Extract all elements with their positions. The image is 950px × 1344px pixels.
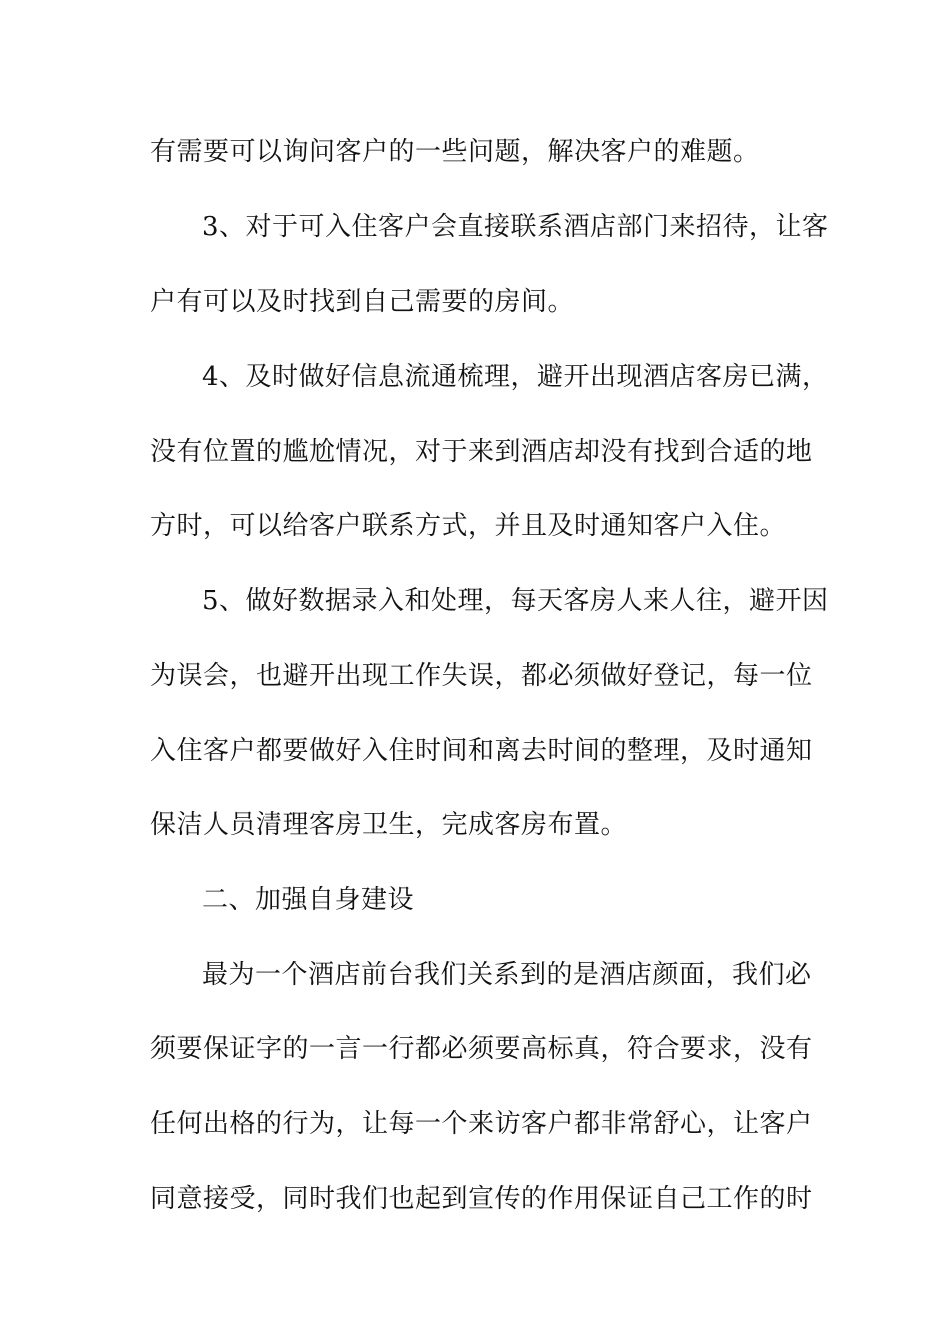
text-line: 4、及时做好信息流通梳理，避开出现酒店客房已满， (202, 362, 829, 392)
text-line: 最为一个酒店前台我们关系到的是酒店颜面，我们必 (202, 960, 812, 990)
text-line: 任何出格的行为，让每一个来访客户都非常舒心，让客户 (150, 1109, 813, 1139)
text-line: 方时，可以给客户联系方式，并且及时通知客户入住。 (150, 511, 787, 541)
text-line: 没有位置的尴尬情况，对于来到酒店却没有找到合适的地 (150, 437, 813, 467)
section-heading: 二、加强自身建设 (202, 885, 415, 915)
text-line: 为误会，也避开出现工作失误，都必须做好登记，每一位 (150, 661, 813, 691)
text-line: 3、对于可入住客户会直接联系酒店部门来招待，让客 (202, 212, 829, 242)
text-line: 5、做好数据录入和处理，每天客房人来人往，避开因 (202, 586, 829, 616)
text-line: 同意接受，同时我们也起到宣传的作用保证自己工作的时 (150, 1184, 813, 1214)
text-line: 有需要可以询问客户的一些问题，解决客户的难题。 (150, 137, 760, 167)
text-line: 户有可以及时找到自己需要的房间。 (150, 287, 575, 317)
text-line: 须要保证字的一言一行都必须要高标真，符合要求，没有 (150, 1034, 813, 1064)
text-line: 入住客户都要做好入住时间和离去时间的整理，及时通知 (150, 736, 813, 766)
text-line: 保洁人员清理客房卫生，完成客房布置。 (150, 810, 628, 840)
